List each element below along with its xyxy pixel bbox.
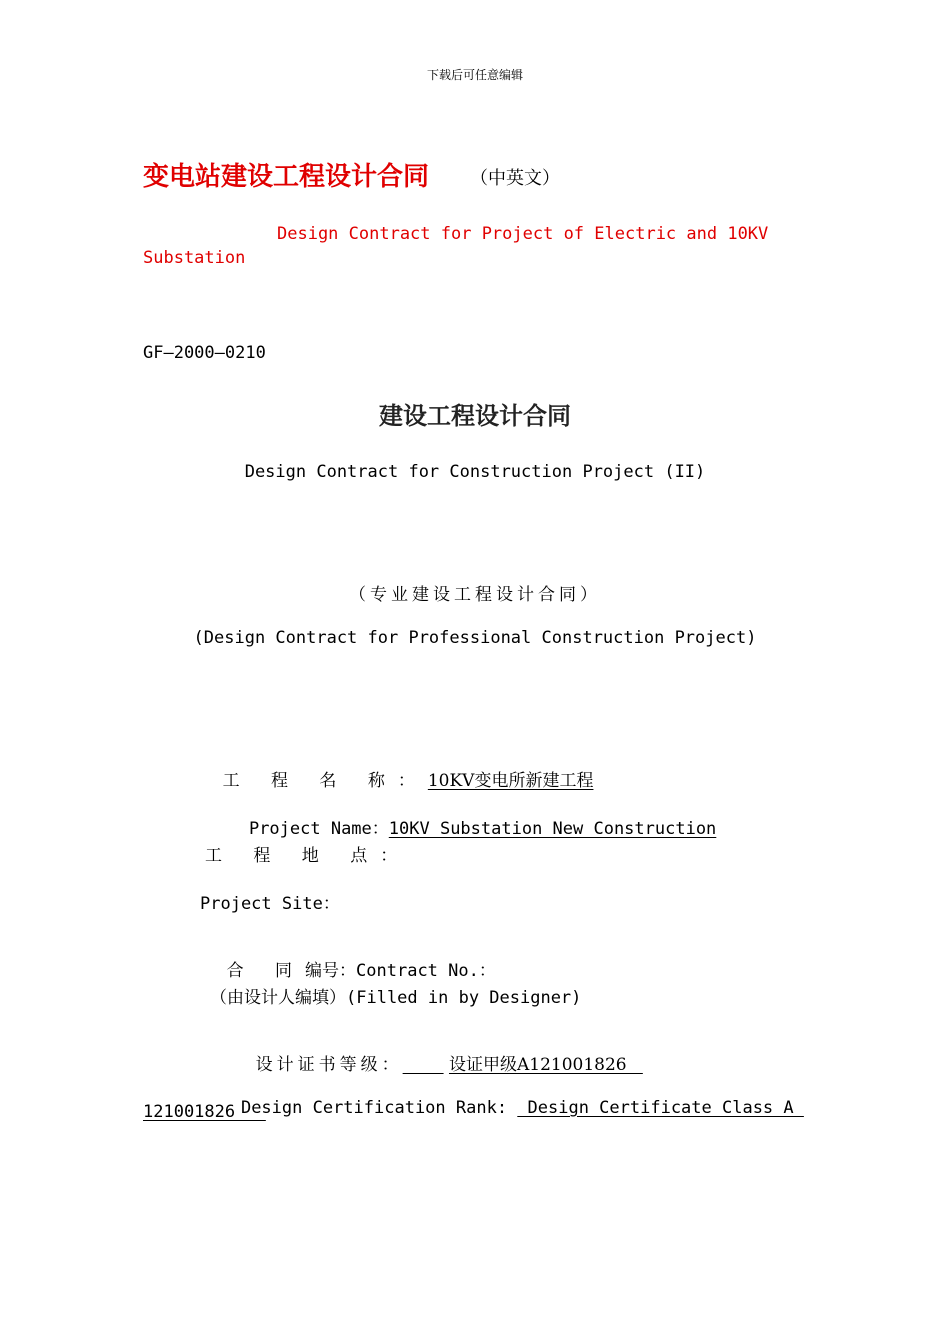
contract-subtitle-cn: （专业建设工程设计合同） — [349, 585, 601, 605]
project-name-en-label: Project Name： — [248, 819, 389, 839]
contract-number-label: 编号：Contract No.： — [305, 961, 496, 981]
contract-code: GF—2000—0210 — [143, 343, 266, 363]
document-title-cn: 变电站建设工程设计合同 — [143, 162, 430, 192]
document-title-language-note: （中英文） — [470, 168, 560, 189]
project-name-cn-label: 工 程 名 称： — [222, 771, 428, 791]
certification-rank-cn-blank — [403, 1055, 444, 1075]
document-title-en-line1: Design Contract for Project of Electric and 10KV — [277, 224, 769, 244]
contract-number-cn-label: 合 同 — [226, 961, 306, 981]
project-site-cn-label: 工 程 地 点： — [205, 846, 411, 866]
project-site-en-label: Project Site： — [200, 894, 340, 914]
filled-by-designer-note: （由设计人编填）(Filled in by Designer) — [210, 988, 582, 1008]
certification-rank-cn-value: 设证甲级A121001826 — [448, 1055, 643, 1075]
contract-title-cn: 建设工程设计合同 — [379, 402, 571, 430]
document-title-en-line2: Substation — [143, 248, 246, 268]
contract-title-en: Design Contract for Construction Project (II) — [244, 462, 706, 482]
certification-rank-cn-label: 设计证书等级： — [255, 1055, 403, 1075]
certification-rank-en-label: Design Certification Rank: — [240, 1098, 518, 1118]
contract-subtitle-en: (Design Contract for Professional Construction Project) — [193, 628, 757, 648]
page-header: 下载后可任意编辑 — [426, 68, 523, 82]
certification-rank-en-value-line1: Design Certificate Class A — [517, 1098, 804, 1118]
project-name-en-value: 10KV Substation New Construction — [388, 819, 717, 839]
project-name-cn-value: 10KV变电所新建工程 — [427, 771, 594, 791]
certification-rank-en-row — [200, 1078, 804, 1138]
certification-rank-en-value-line2: 121001826 — [143, 1102, 266, 1122]
